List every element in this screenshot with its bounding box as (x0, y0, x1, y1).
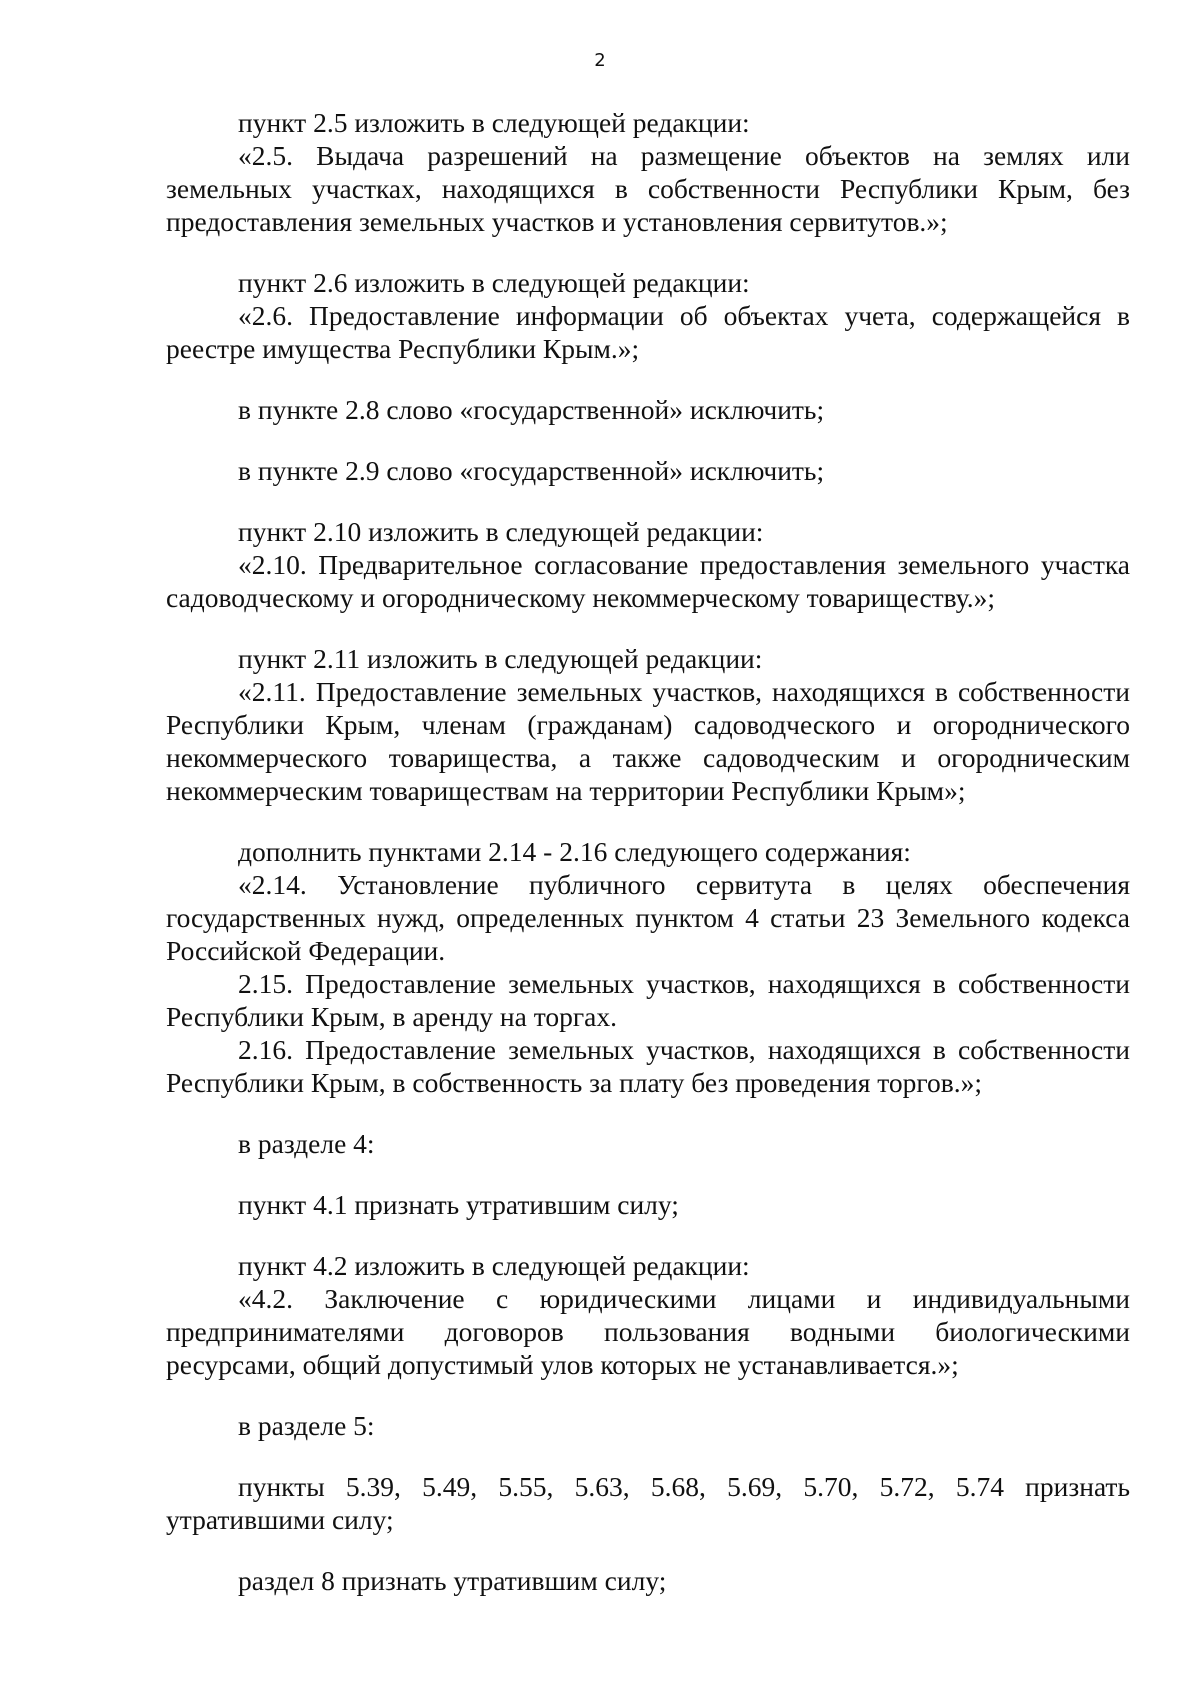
paragraph: в разделе 4: (238, 1128, 375, 1159)
paragraph: пункт 2.6 изложить в следующей редакции: (238, 267, 750, 298)
paragraph: пункт 2.5 изложить в следующей редакции: (238, 107, 750, 138)
paragraph: раздел 8 признать утратившим силу; (238, 1565, 667, 1596)
paragraph: 2.15. Предоставление земельных участков, находящихся в собственности Республики Крым, в аренду на торгах. (166, 968, 1130, 1032)
paragraph: в пункте 2.9 слово «государственной» исключить; (238, 455, 825, 486)
paragraph: в разделе 5: (238, 1410, 375, 1441)
paragraph: «2.14. Установление публичного сервитута в целях обеспечения государственных нужд, определенных пунктом 4 статьи 23 Земельного кодекса Российской Федерации. (166, 869, 1130, 966)
paragraph: «2.6. Предоставление информации об объектах учета, содержащейся в реестре имущества Республики Крым.»; (166, 300, 1130, 364)
paragraph: «2.11. Предоставление земельных участков, находящихся в собственности Республики Крым, членам (гражданам) садоводческого и огороднического некоммерческого товарищества, а также садоводческим и огородническим некоммерческим товариществам на территории Республики Крым»; (166, 676, 1130, 806)
paragraph: пункт 2.10 изложить в следующей редакции: (238, 516, 764, 547)
paragraph: пункт 4.2 изложить в следующей редакции: (238, 1250, 750, 1281)
page-number: 2 (594, 50, 606, 71)
paragraph: в пункте 2.8 слово «государственной» исключить; (238, 394, 825, 425)
paragraph: «2.5. Выдача разрешений на размещение объектов на землях или земельных участках, находящихся в собственности Республики Крым, без предоставления земельных участков и установления сервитутов.»; (166, 140, 1130, 237)
paragraph: пункт 4.1 признать утратившим силу; (238, 1189, 679, 1220)
paragraph: «2.10. Предварительное согласование предоставления земельного участка садоводческому и огородническому некоммерческому товариществу.»; (166, 549, 1130, 613)
paragraph: пункты 5.39, 5.49, 5.55, 5.63, 5.68, 5.69, 5.70, 5.72, 5.74 признать утратившими силу; (166, 1471, 1130, 1535)
paragraph: 2.16. Предоставление земельных участков, находящихся в собственности Республики Крым, в собственность за плату без проведения торгов.»; (166, 1034, 1130, 1098)
paragraph: пункт 2.11 изложить в следующей редакции: (238, 643, 763, 674)
paragraph: «4.2. Заключение с юридическими лицами и индивидуальными предпринимателями договоров пользования водными биологическими ресурсами, общий допустимый улов которых не устанавливается.»; (166, 1283, 1130, 1380)
paragraph: дополнить пунктами 2.14 - 2.16 следующего содержания: (238, 836, 911, 867)
document-body (166, 106, 1130, 1597)
